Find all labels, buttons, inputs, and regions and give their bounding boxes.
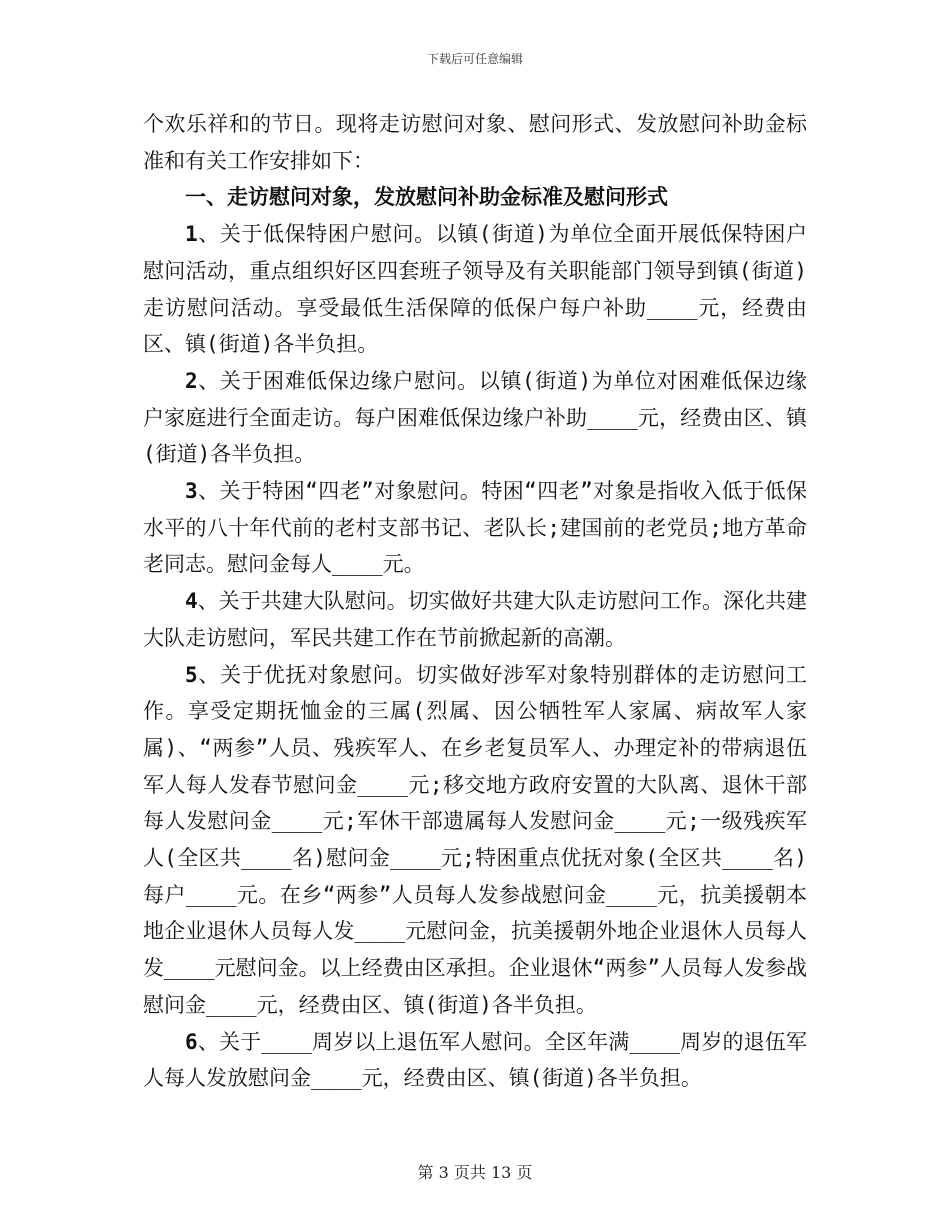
item-paragraph-2 (143, 363, 807, 473)
page-footer: 第 3 页共 13 页 (417, 1163, 533, 1182)
page-header: 下载后可任意编辑 (426, 52, 523, 66)
item-paragraph-1 (143, 216, 807, 363)
item-number: 6 (185, 1029, 198, 1054)
item-paragraph-4 (143, 583, 807, 656)
item-number: 2 (185, 368, 198, 393)
intro-paragraph: 个欢乐祥和的节日。现将走访慰问对象、慰问形式、发放慰问补助金标准和有关工作安排如下： (143, 112, 807, 173)
item-text: 、关于特困“四老”对象慰问。特困“四老”对象是指收入低于低保水平的八十年代前的老村支部书记、老队长;建国前的老党员;地方革命老同志。慰问金每人____元。 (143, 479, 807, 577)
item-paragraph-5 (143, 657, 807, 1024)
item-text: 、关于困难低保边缘户慰问。以镇(街道)为单位对困难低保边缘户家庭进行全面走访。每户困难低保边缘户补助____元，经费由区、镇(街道)各半负担。 (143, 368, 807, 467)
item-text: 、关于____周岁以上退伍军人慰问。全区年满____周岁的退伍军人每人发放慰问金____元，经费由区、镇(街道)各半负担。 (143, 1029, 807, 1091)
item-text: 、关于低保特困户慰问。以镇(街道)为单位全面开展低保特困户慰问活动，重点组织好区四套班子领导及有关职能部门领导到镇(街道)走访慰问活动。享受最低生活保障的低保户每户补助____元，经费由区、镇(街道)各半负担。 (143, 222, 807, 357)
item-number: 1 (185, 222, 198, 247)
item-number: 3 (185, 479, 198, 504)
section-heading: 一、走访慰问对象，发放慰问补助金标准及慰问形式 (185, 185, 668, 210)
item-paragraph-3 (143, 473, 807, 583)
item-text: 、关于优抚对象慰问。切实做好涉军对象特别群体的走访慰问工作。享受定期抚恤金的三属(烈属、因公牺牲军人家属、病故军人家属)、“两参”人员、残疾军人、在乡老复员军人、办理定补的带病退伍军人每人发春节慰问金____元;移交地方政府安置的大队离、退休干部每人发慰问金____元;军休干部遗属每人发慰问金____元;一级残疾军人(全区共____名)慰问金____元;特困重点优抚对象(全区共____名)每户____元。在乡“两参”人员每人发参战慰问金____元，抗美援朝本地企业退休人员每人发____元慰问金，抗美援朝外地企业退休人员每人发____元慰问金。以上经费由区承担。企业退休“两参”人员每人发参战慰问金____元，经费由区、镇(街道)各半负担。 (143, 662, 807, 1017)
item-number: 4 (185, 589, 198, 614)
item-paragraph-6 (143, 1024, 807, 1097)
document-body (143, 106, 807, 1097)
item-number: 5 (185, 662, 198, 687)
item-text: 、关于共建大队慰问。切实做好共建大队走访慰问工作。深化共建大队走访慰问，军民共建工作在节前掀起新的高潮。 (143, 589, 807, 650)
